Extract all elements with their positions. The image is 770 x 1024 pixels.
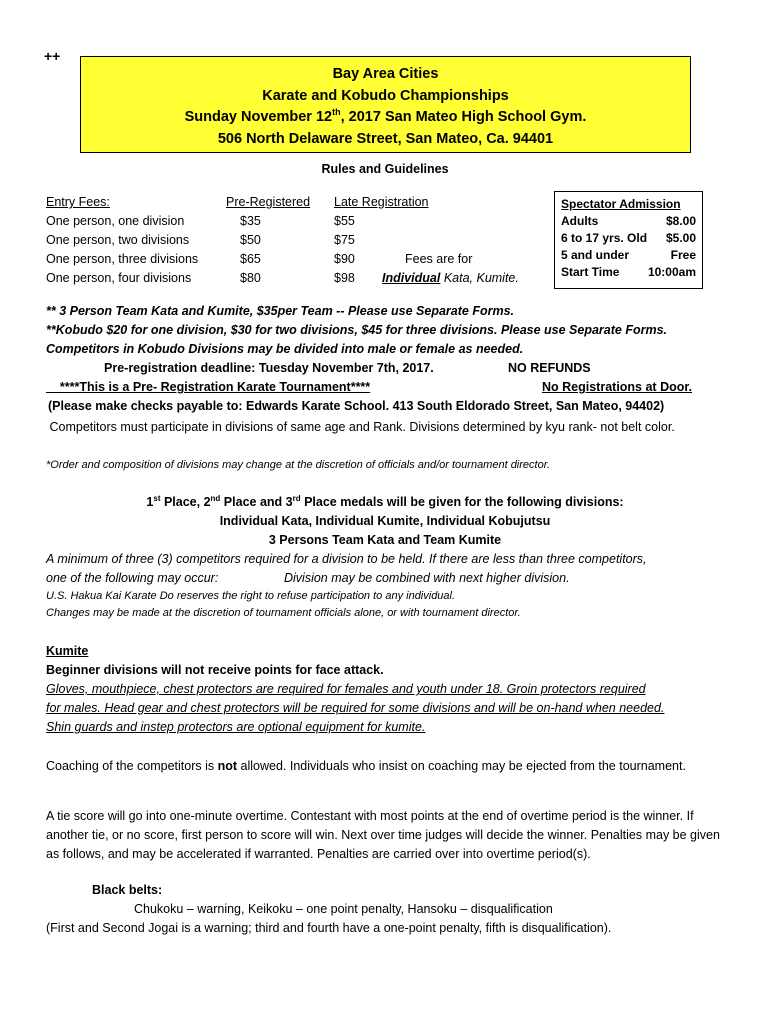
combined-note: Division may be combined with next higher division.: [284, 571, 570, 585]
fee-row-label: One person, one division: [46, 214, 185, 228]
medals-heading: 1st Place, 2nd Place and 3rd Place medals will be given for the following divisions:: [146, 494, 624, 510]
order-note: *Order and composition of divisions may change at the discretion of officials and/or tournament director.: [46, 459, 551, 471]
pre-registered-header: Pre-Registered: [226, 195, 311, 209]
banner-line-3: [81, 107, 690, 129]
coaching-rule: Coaching of the competitors is not allowed. Individuals who insist on coaching may be ejected from the tournament.: [46, 759, 686, 773]
medal-divisions-team: 3 Persons Team Kata and Team Kumite: [268, 533, 502, 547]
spectator-title: Spectator Admission: [561, 197, 681, 211]
kobudo-split-note: Competitors in Kobudo Divisions may be divided into male or female as needed.: [46, 342, 524, 356]
fee-late-value: $55: [334, 214, 355, 228]
fees-labels: [46, 193, 226, 288]
check-payable: (Please make checks payable to: Edwards Karate School. 413 South Eldorado Street, San Mateo, 94402): [48, 399, 665, 413]
gear-line-1: Gloves, mouthpiece, chest protectors are required for females and youth under 18. Groin protectors required: [46, 682, 646, 696]
spectator-admission-box: [554, 191, 703, 289]
banner-line-2: Karate and Kobudo Championships: [262, 87, 509, 104]
banner-line-4: 506 North Delaware Street, San Mateo, Ca. 94401: [217, 130, 554, 147]
fees-note-2: [382, 269, 519, 288]
kumite-heading: Kumite: [46, 644, 89, 658]
spectator-row: 6 to 17 yrs. Old $5.00: [561, 231, 696, 245]
fees-header: Entry Fees:: [46, 195, 110, 209]
gear-line-2: for males. Head gear and chest protectors will be required for some divisions and will be on-hand when needed.: [46, 701, 665, 715]
pre-registration-tournament: ****This is a Pre- Registration Karate Tournament****: [46, 380, 371, 394]
reserve-right: U.S. Hakua Kai Karate Do reserves the right to refuse participation to any individual.: [46, 590, 456, 602]
deadline: Pre-registration deadline: Tuesday November 7th, 2017.: [104, 361, 434, 375]
fee-late-value: $98: [334, 271, 355, 285]
team-note: ** 3 Person Team Kata and Kumite, $35per Team -- Please use Separate Forms.: [46, 304, 515, 318]
fee-late-value: $75: [334, 233, 355, 247]
late-registration-header: Late Registration: [334, 195, 429, 209]
minimum-competitors: A minimum of three (3) competitors required for a division to be held. If there are less than three competitors,: [46, 552, 647, 566]
fees-note-1: Fees are for: [405, 252, 473, 266]
event-banner: [80, 56, 691, 153]
fee-pre-value: $80: [240, 271, 261, 285]
black-belts-heading: Black belts:: [92, 883, 163, 897]
spectator-row: Adults $8.00: [561, 214, 696, 228]
no-refunds: NO REFUNDS: [508, 361, 591, 375]
fees-note-rest: Kata, Kumite.: [440, 271, 519, 285]
banner-line-1: Bay Area Cities: [332, 66, 439, 82]
spectator-row: 5 and under Free: [561, 248, 696, 262]
beginner-note: Beginner divisions will not receive points for face attack.: [46, 663, 384, 677]
gear-line-3: Shin guards and instep protectors are optional equipment for kumite.: [46, 720, 426, 734]
fee-pre-value: $35: [240, 214, 261, 228]
rules-title: Rules and Guidelines: [321, 162, 449, 176]
medal-divisions-individual: Individual Kata, Individual Kumite, Individual Kobujutsu: [219, 514, 551, 528]
fee-row-label: One person, three divisions: [46, 252, 199, 266]
fee-pre-value: $65: [240, 252, 261, 266]
corner-marker: ++: [44, 48, 61, 64]
individual-emphasis: Individual: [382, 271, 441, 285]
fees-pre-col: [226, 193, 310, 288]
banner-date-suffix: th: [332, 107, 341, 118]
fee-pre-value: $50: [240, 233, 261, 247]
spectator-row: Start Time 10:00am: [561, 265, 696, 279]
fee-late-value: $90: [334, 252, 355, 266]
banner-date: Sunday November 12: [184, 109, 333, 125]
changes-note: Changes may be made at the discretion of tournament officials alone, or with tournament director.: [46, 607, 521, 619]
tie-rule: A tie score will go into one-minute overtime. Contestant with most points at the end of overtime period is the winner. If another tie, or no score, first person to score will win. Next over time judges will decide the winner. Penalties may be given as follows, and may be accelerated if warranted. Penalties are carried over into overtime period(s).: [46, 809, 720, 861]
fee-row-label: One person, two divisions: [46, 233, 190, 247]
occur-note: one of the following may occur:: [46, 571, 219, 585]
division-rules: Competitors must participate in divisions of same age and Rank. Divisions determined by kyu rank- not belt color.: [46, 420, 675, 434]
kobudo-note: **Kobudo $20 for one division, $30 for two divisions, $45 for three divisions. Please use Separate Forms.: [46, 323, 668, 337]
no-door-registration: No Registrations at Door.: [542, 380, 693, 394]
jogai-rule: (First and Second Jogai is a warning; third and fourth have a one-point penalty, fifth is disqualification).: [46, 921, 612, 935]
fee-row-label: One person, four divisions: [46, 271, 192, 285]
banner-venue: , 2017 San Mateo High School Gym.: [340, 109, 587, 125]
black-belt-penalties: Chukoku – warning, Keikoku – one point penalty, Hansoku – disqualification: [134, 902, 553, 916]
